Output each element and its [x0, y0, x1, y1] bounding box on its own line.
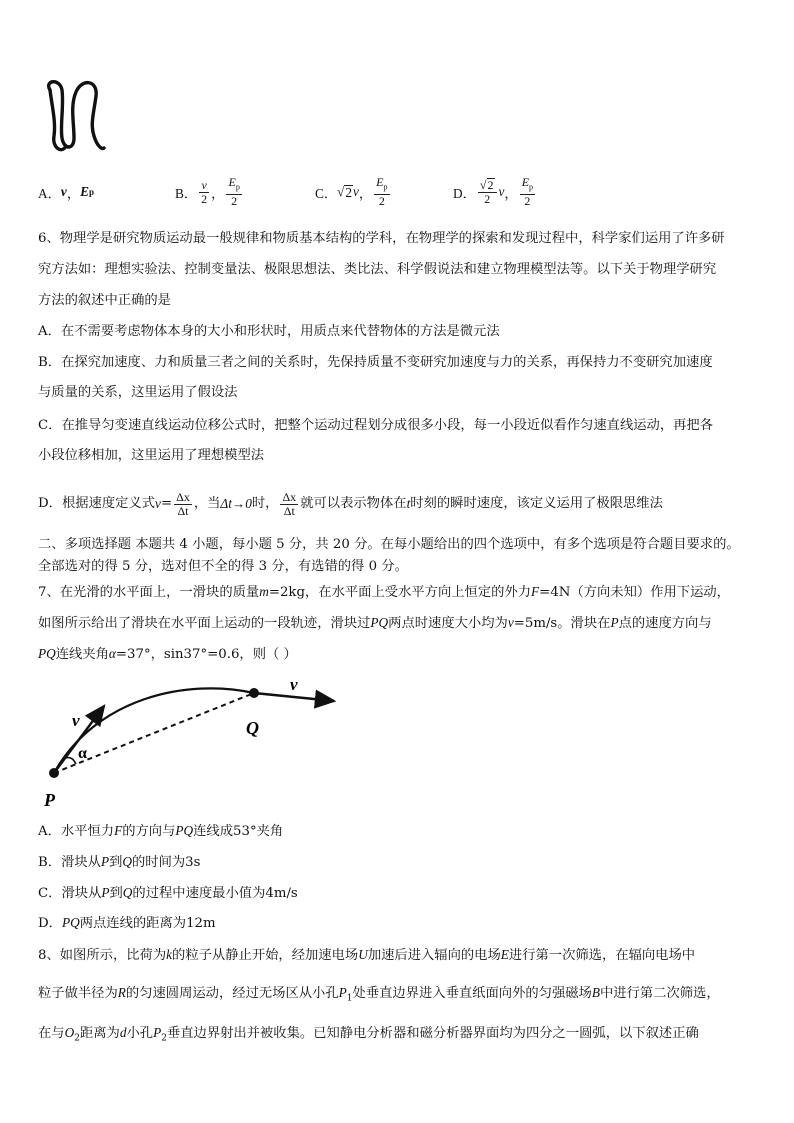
- sqrt-sign: √: [337, 184, 345, 199]
- variable: t: [406, 496, 411, 511]
- point-p: [49, 768, 59, 778]
- q5-option-a[interactable]: [38, 168, 94, 216]
- sqrt-radicand: 2: [345, 185, 352, 200]
- q6-option-a[interactable]: A．在不需要考虑物体本身的大小和形状时，用质点来代替物体的方法是微元法: [38, 324, 500, 339]
- condition: Δt→0: [220, 496, 252, 511]
- option-text: E: [80, 184, 89, 199]
- separator: ，: [66, 185, 81, 201]
- q7-trajectory-figure: [36, 668, 346, 808]
- q7-option-b[interactable]: B．滑块从P到Q的时间为3s: [38, 854, 201, 870]
- q7-option-a[interactable]: A．水平恒力F的方向与PQ连线成53°夹角: [38, 823, 284, 839]
- figure-label-q: Q: [246, 718, 259, 738]
- angle-arc: [66, 758, 76, 764]
- q8-stem-line-3: 在与$O_2$距离为d小孔$P_2$垂直边界射出并被收集。已知静电分析器和磁分析器界面均为四分之一圆弧，以下叙述正确: [38, 1025, 699, 1044]
- variable: v: [155, 496, 161, 511]
- separator: ，: [211, 185, 225, 201]
- q6-stem-line-1: 6、物理学是研究物质运动最一般规律和物质基本结构的学科，在物理学的探索和发现过程中，科学家们运用了许多研: [38, 231, 725, 246]
- section-2-heading-line-1: 二、多项选择题 本题共 4 小题，每小题 5 分，共 20 分。在每小题给出的四个选项中，有多个选项是符合题目要求的。: [38, 537, 740, 552]
- q5-option-c[interactable]: [315, 168, 392, 216]
- figure-label-v1: v: [72, 711, 80, 730]
- fraction: $\frac{E_p}{2}$: [228, 175, 240, 208]
- q7-option-c[interactable]: C．滑块从P到Q的过程中速度最小值为4m/s: [38, 885, 298, 901]
- q6-option-b-line-2[interactable]: 与质量的关系，这里运用了假设法: [38, 385, 238, 400]
- q5-option-d[interactable]: [453, 168, 537, 216]
- separator: ，: [504, 185, 518, 201]
- figure-label-alpha: α: [78, 745, 87, 762]
- fraction: $\frac{√2}{2}$: [478, 178, 497, 206]
- q8-stem-line-1: 8、如图所示，比荷为k的粒子从静止开始，经加速电场U加速后进入辐向的电场E进行第一次筛选，在辐向电场中: [38, 947, 696, 963]
- option-text: v: [60, 184, 67, 199]
- text: D．根据速度定义式: [38, 496, 156, 511]
- separator: ，: [358, 185, 373, 201]
- equals: =: [160, 496, 173, 511]
- option-letter: A．: [38, 185, 61, 201]
- option-letter: D．: [453, 185, 476, 201]
- velocity-arrow-q: [254, 693, 334, 701]
- q5-options: [38, 168, 758, 216]
- fraction: $\frac{E_p}{2}$: [376, 175, 388, 208]
- fraction: $\frac{E_p}{2}$: [521, 175, 534, 208]
- text: 就可以表示物体在: [300, 496, 407, 511]
- q6-option-c-line-1[interactable]: C．在推导匀变速直线运动位移公式时，把整个运动过程划分成很多小段，每一小段近似看作匀速直线运动，再把各: [38, 418, 714, 433]
- q8-stem-line-2: 粒子做半径为R的匀速圆周运动，经过无场区从小孔$P_1$处垂直边界进入垂直纸面向外的匀强磁场B中进行第二次筛选，: [38, 985, 720, 1004]
- figure-label-v2: v: [290, 675, 298, 694]
- figure-label-p: P: [44, 790, 55, 808]
- q7-stem-line-2: 如图所示给出了滑块在水平面上运动的一段轨迹，滑块过PQ两点时速度大小均为v=5m/s。滑块在P点的速度方向与: [38, 615, 712, 631]
- fraction: $\frac{\Delta x}{\Delta t}$: [282, 489, 297, 518]
- q6-option-d[interactable]: [38, 484, 760, 524]
- subscript: p: [88, 187, 94, 197]
- q6-option-b-line-1[interactable]: B．在探究加速度、力和质量三者之间的关系时，先保持质量不变研究加速度与力的关系，再保持力不变研究加速度: [38, 355, 713, 370]
- text: 时刻的瞬时速度，该定义运用了极限思维法: [410, 496, 663, 511]
- point-q: [249, 688, 259, 698]
- variable: v: [352, 184, 359, 199]
- previous-question-figure: [40, 76, 110, 158]
- q6-stem-line-3: 方法的叙述中正确的是: [38, 293, 171, 308]
- section-2-heading-line-2: 全部选对的得 5 分，选对但不全的得 3 分，有选错的得 0 分。: [38, 559, 408, 574]
- variable: v: [498, 184, 505, 199]
- text: ，当: [193, 496, 221, 511]
- option-letter: C．: [315, 185, 338, 201]
- text: 时，: [251, 496, 279, 511]
- fraction: $\frac{\Delta x}{\Delta t}$: [176, 489, 190, 518]
- option-letter: B．: [175, 185, 198, 201]
- q7-option-d[interactable]: D．PQ两点连线的距离为12m: [38, 915, 216, 931]
- q7-stem-line-3: PQ连线夹角α=37°，sin37°=0.6，则（ ）: [38, 646, 297, 662]
- q6-option-c-line-2[interactable]: 小段位移相加，这里运用了理想模型法: [38, 448, 265, 463]
- q7-stem-line-1: 7、在光滑的水平面上，一滑块的质量m=2kg，在水平面上受水平方向上恒定的外力F=4N（方向未知）作用下运动，: [38, 584, 730, 600]
- fraction: $\frac{v}{2}$: [201, 177, 208, 206]
- q5-option-b[interactable]: [175, 168, 244, 216]
- q6-stem-line-2: 究方法如：理想实验法、控制变量法、极限思想法、类比法、科学假说法和建立物理模型法等。以下关于物理学研究: [38, 262, 717, 277]
